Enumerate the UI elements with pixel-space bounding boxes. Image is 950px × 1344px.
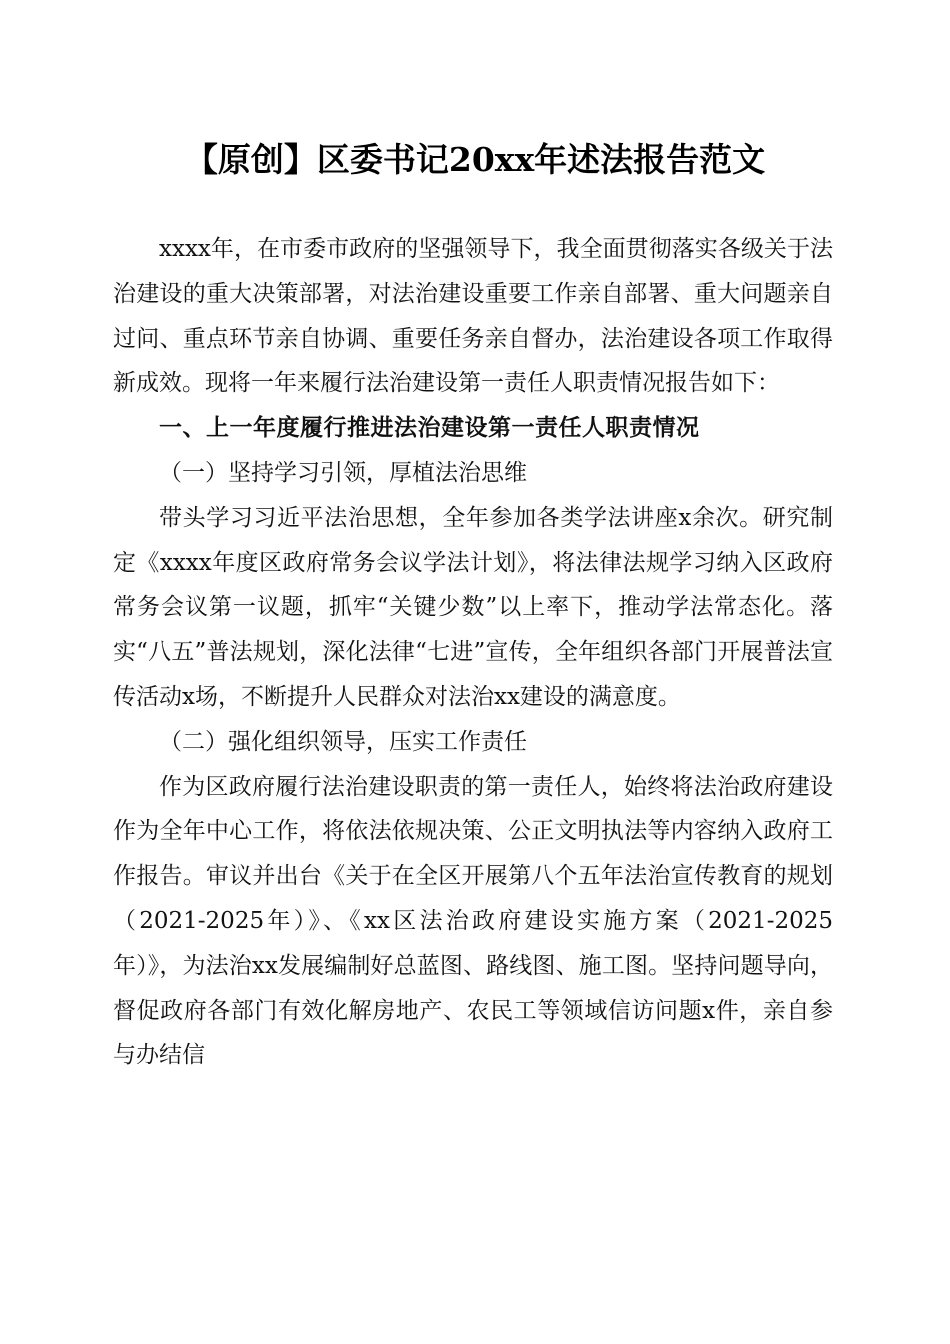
document-title: 【原创】区委书记20xx年述法报告范文: [184, 140, 766, 179]
intro-paragraph: xxxx年，在市委市政府的坚强领导下，我全面贯彻落实各级关于法治建设的重大决策部署，对法治建设重要工作亲自部署、重大问题亲自过问、重点环节亲自协调、重要任务亲自督办，法治建设各项工作取得新成效。现将一年来履行法治建设第一责任人职责情况报告如下：: [113, 236, 833, 397]
section-heading-1: 一、上一年度履行推进法治建设第一责任人职责情况: [159, 415, 700, 442]
document-body: [113, 227, 833, 1078]
subsection-2-paragraph: 作为区政府履行法治建设职责的第一责任人，始终将法治政府建设作为全年中心工作，将依法依规决策、公正文明执法等内容纳入政府工作报告。审议并出台《关于在全区开展第八个五年法治宣传教育的规划（2021-2025年）》、《xx区法治政府建设实施方案（2021-2025年）》，为法治xx发展编制好总蓝图、路线图、施工图。坚持问题导向，督促政府各部门有效化解房地产、农民工等领域信访问题x件，亲自参与办结信: [113, 773, 833, 1069]
subsection-heading-1: （一）坚持学习引领，厚植法治思维: [159, 459, 527, 486]
subsection-1-paragraph: 带头学习习近平法治思想，全年参加各类学法讲座x余次。研究制定《xxxx年度区政府常务会议学法计划》，将法律法规学习纳入区政府常务会议第一议题，抓牢“关键少数”以上率下，推动学法常态化。落实“八五”普法规划，深化法律“七进”宣传，全年组织各部门开展普法宣传活动x场，不断提升人民群众对法治xx建设的满意度。: [113, 504, 833, 710]
subsection-heading-2: （二）强化组织领导，压实工作责任: [159, 728, 527, 755]
